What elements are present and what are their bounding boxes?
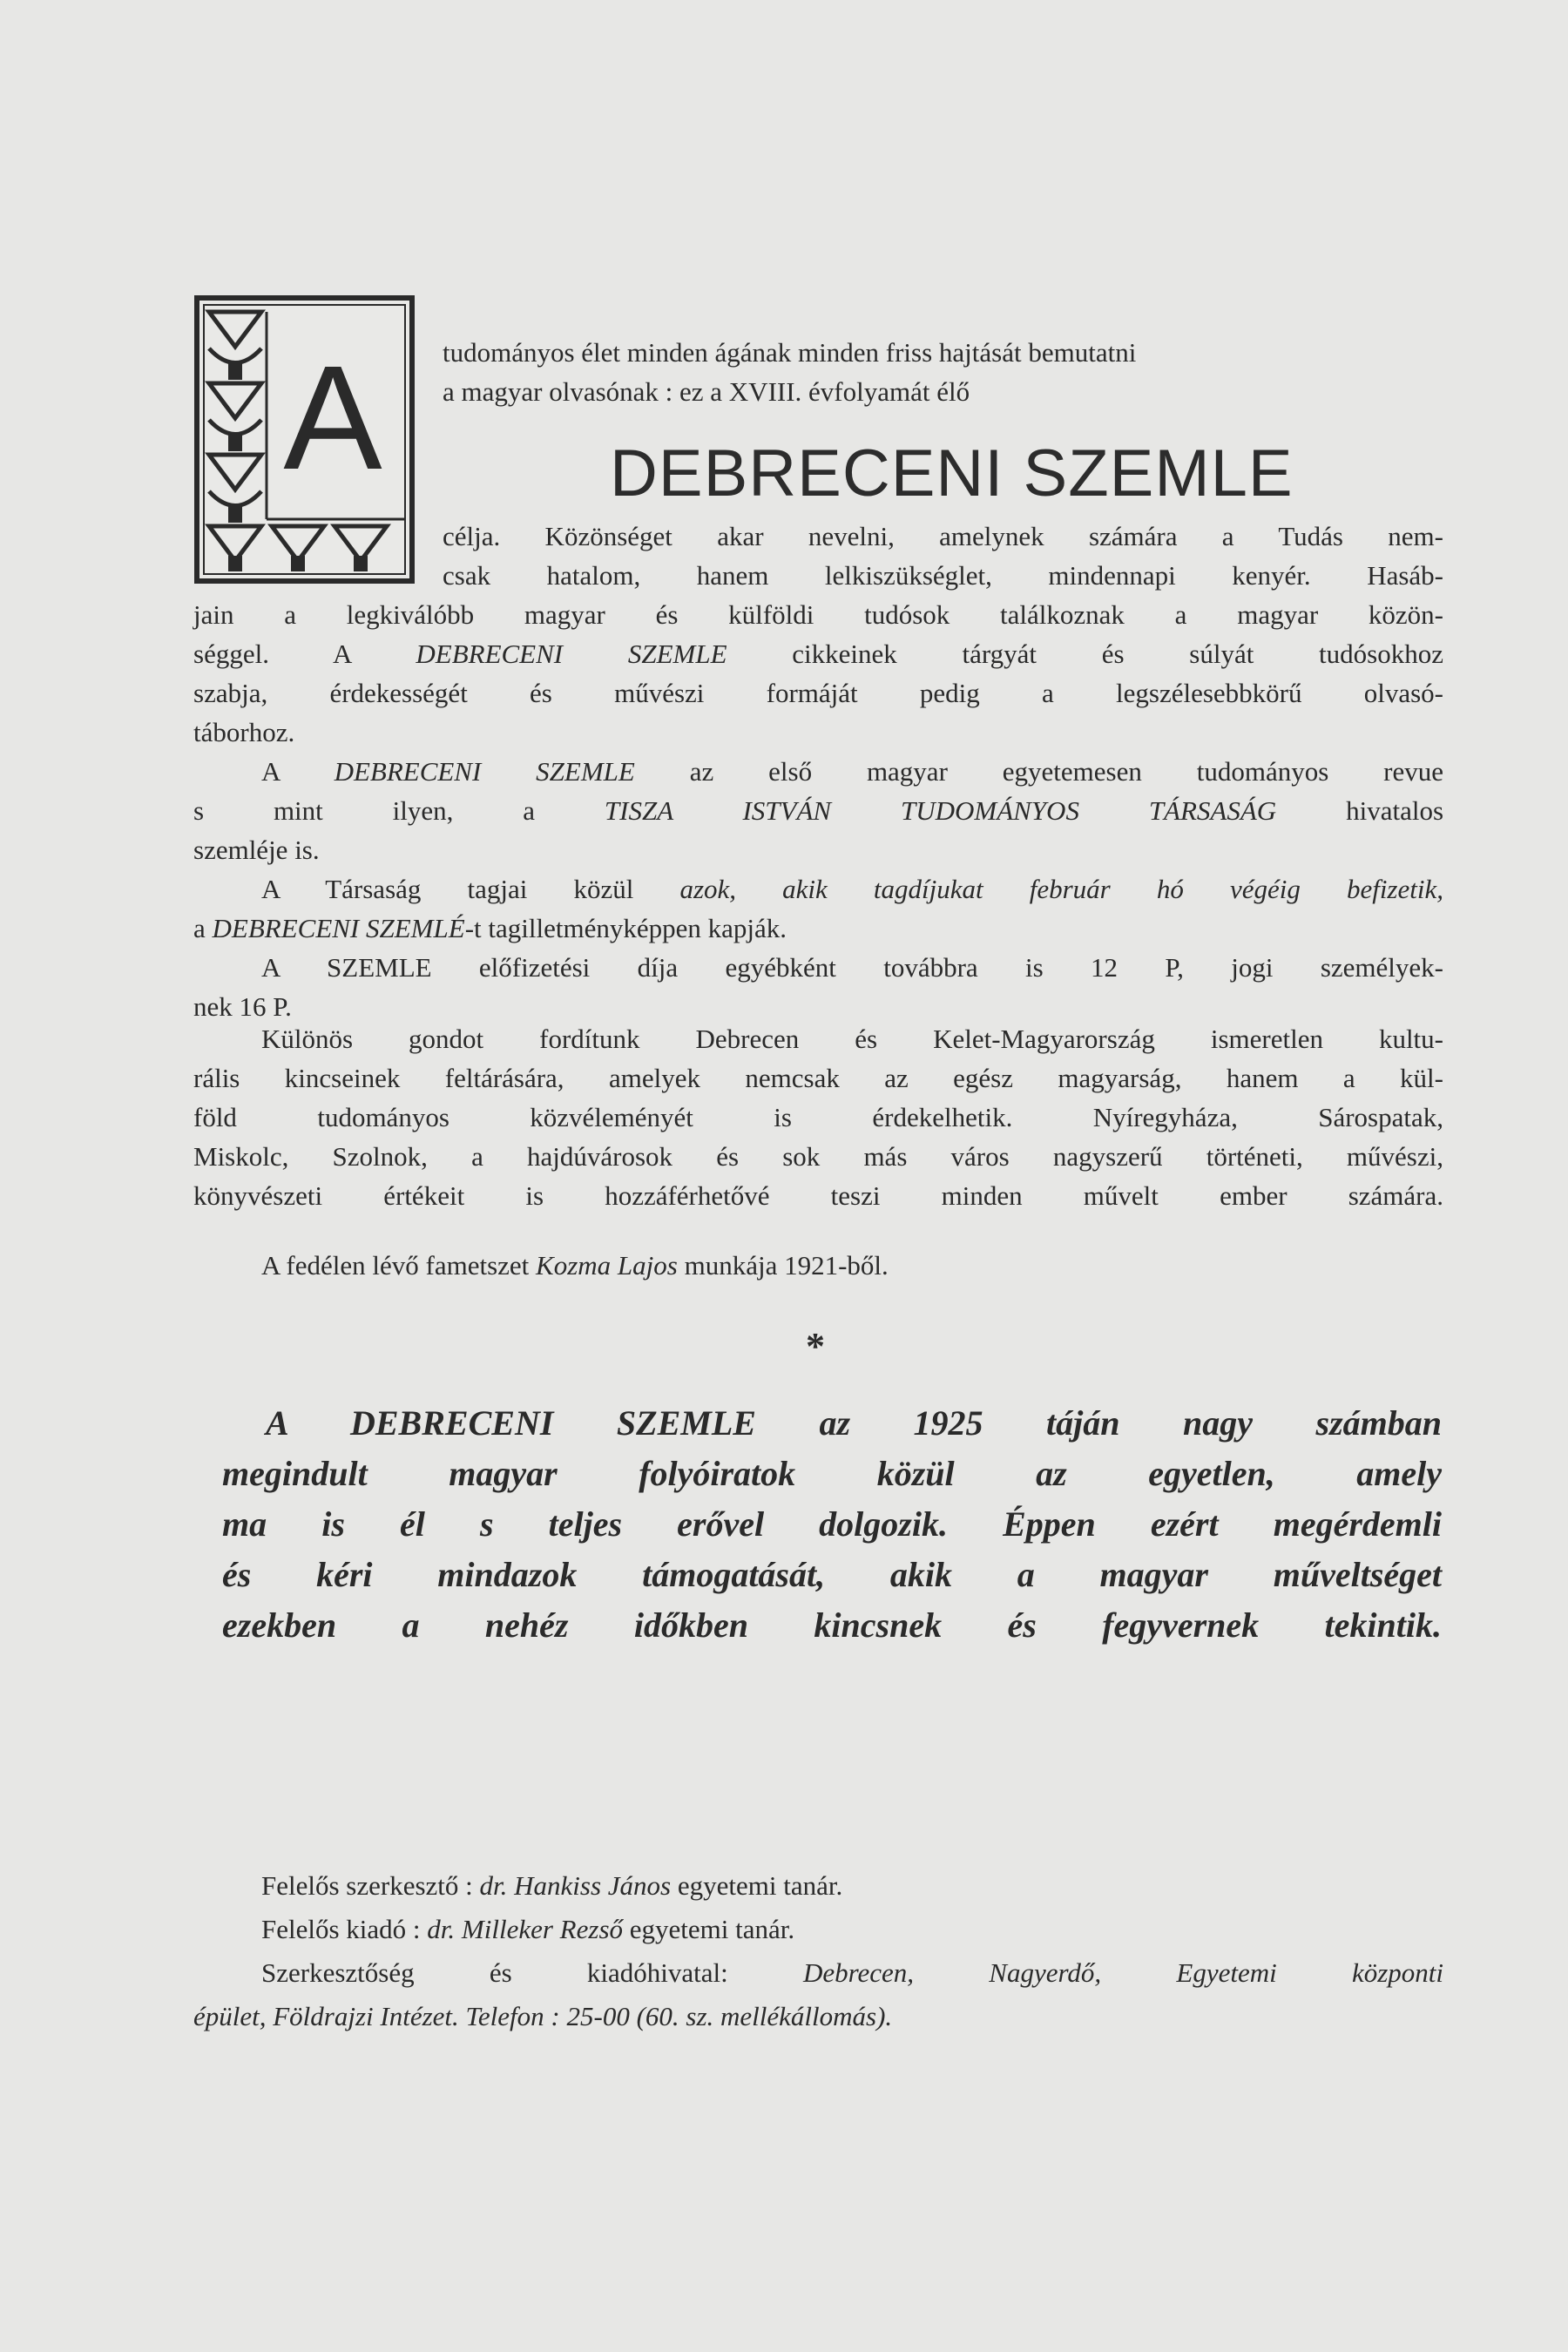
appeal-line: ma is él s teljes erővel dolgozik. Éppen ezért megérdemli [222,1504,1442,1544]
artist-name: Kozma Lajos [536,1250,678,1281]
text-line: táborhoz. [193,717,295,747]
journal-name: DEBRECENI SZEMLÉ [212,913,465,943]
text-line: Miskolc, Szolnok, a hajdúvárosok és sok más város nagyszerű történeti, művészi, [193,1141,1443,1172]
paragraph-1 [193,595,1443,752]
text-line: s mint ilyen, a TISZA ISTVÁN TUDOMÁNYOS TÁRSASÁG hivatalos [193,795,1444,826]
paragraph-1-top [443,517,1443,595]
text-line: A DEBRECENI SZEMLE az első magyar egyetemesen tudományos revue [261,756,1443,787]
society-name: TISZA ISTVÁN TUDOMÁNYOS TÁRSASÁG [604,795,1277,826]
text-line: séggel. A DEBRECENI SZEMLE cikkeinek tárgyát és súlyát tudósokhoz [193,639,1443,669]
initial-letter: A [283,335,382,501]
text-line: könyvészeti értékeit is hozzáférhetővé teszi minden művelt ember számára. [193,1180,1443,1211]
intro-line: a magyar olvasónak : ez a XVIII. évfolyamát élő [443,376,970,407]
publisher-line: Felelős kiadó : dr. Milleker Rezső egyetemi tanár. [261,1914,795,1944]
text-line: A Társaság tagjai közül azok, akik tagdíjukat február hó végéig befizetik, [261,874,1443,904]
text-line: A fedélen lévő fametszet Kozma Lajos munkája 1921-ből. [261,1250,889,1281]
appeal-line: A DEBRECENI SZEMLE az 1925 táján nagy számban [266,1403,1442,1443]
appeal-text [222,1398,1442,1651]
imprint [193,1864,1443,2038]
text-line: A SZEMLE előfizetési díja egyébként továbbra is 12 P, jogi személyek- [261,952,1443,983]
intro-text [443,333,1443,411]
paragraph-5 [193,1019,1443,1215]
office-line: Szerkesztőség és kiadóhivatal: Debrecen, Nagyerdő, Egyetemi központi [261,1957,1443,1988]
text-line: szemléje is. [193,835,320,865]
text-line: csak hatalom, hanem lelkiszükséglet, mindennapi kenyér. Hasáb- [443,560,1443,591]
appeal-line: ezekben a nehéz időkben kincsnek és fegyvernek tekintik. [222,1605,1442,1645]
journal-name: DEBRECENI SZEMLE [416,639,727,669]
ornament-icon [193,294,416,585]
appeal-line: megindult magyar folyóiratok közül az egyetlen, amely [222,1454,1442,1493]
text-line: rális kincseinek feltárására, amelyek nemcsak az egész magyarság, hanem a kül- [193,1063,1443,1093]
intro-line: tudományos élet minden ágának minden friss hajtását bemutatni [443,337,1137,368]
paragraph-2 [193,752,1443,869]
text-line: föld tudományos közvéleményét is érdekelhetik. Nyíregyháza, Sárospatak, [193,1102,1443,1132]
text-line: nek 16 P. [193,991,292,1022]
paragraph-3 [193,869,1443,948]
text-line: Különös gondot fordítunk Debrecen és Kelet-Magyarország ismeretlen kultu- [261,1024,1443,1054]
journal-name: DEBRECENI SZEMLE [334,756,635,787]
text-line: szabja, érdekességét és művészi formáját pedig a legszélesebbkörű olvasó- [193,678,1443,708]
text-line: célja. Közönséget akar nevelni, amelynek számára a Tudás nem- [443,521,1443,551]
paragraph-4 [193,948,1443,1026]
paragraph-6 [193,1246,1443,1285]
text-line: jain a legkiválóbb magyar és külföldi tudósok találkoznak a magyar közön- [193,599,1443,630]
journal-title: DEBRECENI SZEMLE [610,436,1294,510]
separator-asterisk: * [806,1325,825,1368]
appeal-line: és kéri mindazok támogatását, akik a magyar műveltséget [222,1555,1442,1594]
text-line: a DEBRECENI SZEMLÉ-t tagilletményképpen kapják. [193,913,787,943]
ornamental-initial [193,294,416,585]
editor-line: Felelős szerkesztő : dr. Hankiss János egyetemi tanár. [261,1870,843,1901]
office-line: épület, Földrajzi Intézet. Telefon : 25-00 (60. sz. mellékállomás). [193,2001,893,2031]
